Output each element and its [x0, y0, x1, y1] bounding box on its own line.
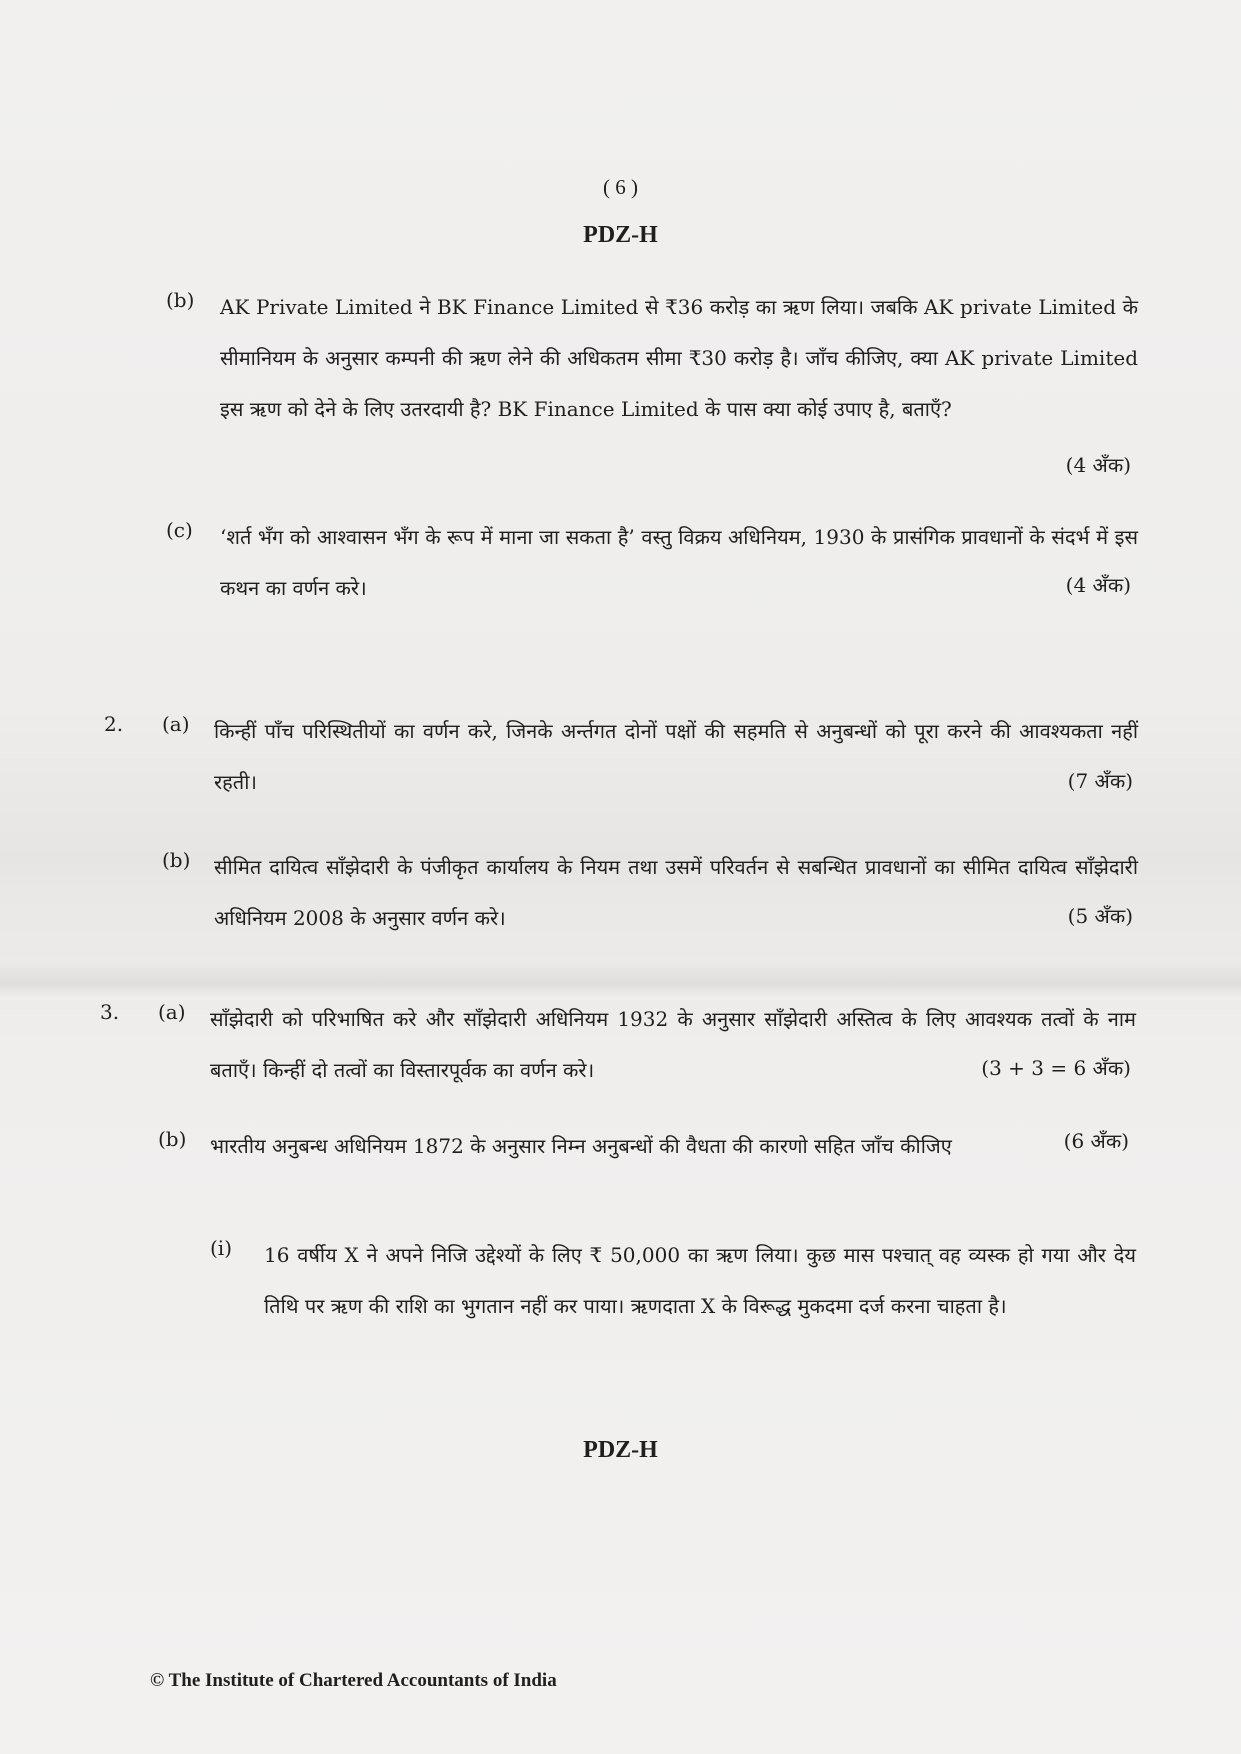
q2a-marks: (7 अँक): [1067, 769, 1133, 793]
page-number: ( 6 ): [603, 175, 638, 199]
q2-number: 2.: [104, 712, 124, 736]
q1c-marks: (4 अँक): [1065, 573, 1131, 597]
header-paper-code: PDZ-H: [583, 222, 658, 248]
q2b-text: सीमित दायित्व साँझेदारी के पंजीकृत कार्यालय के नियम तथा उसमें परिवर्तन से सबन्धित प्रावधानों का सीमित दायित्व साँझेदारी अधिनियम 2008 के अनुसार वर्णन करे।: [214, 855, 1138, 930]
q1b-text: AK Private Limited ने BK Finance Limited से ₹36 करोड़ का ऋण लिया। जबकि AK private Limited के सीमानियम के अनुसार कम्पनी की ऋण लेने की अधिकतम सीमा ₹30 करोड़ है। जाँच कीजिए, क्या AK private Limited इस ऋण को देने के लिए उतरदायी है? BK Finance Limited के पास क्या कोई उपाए है, बताएँ?: [220, 295, 1138, 421]
q3a-text: साँझेदारी को परिभाषित करे और साँझेदारी अधिनियम 1932 के अनुसार साँझेदारी अस्तित्व के लिए आवश्यक तत्वों के नाम बताएँ। किन्हीं दो तत्वों का विस्तारपूर्वक का वर्णन करे।: [210, 1007, 1136, 1082]
q3a-label: (a): [158, 1000, 186, 1024]
q3b-i-label: (i): [210, 1236, 233, 1260]
q2b-marks: (5 अँक): [1067, 904, 1133, 928]
q3-number: 3.: [100, 1000, 120, 1024]
q3b-i-text: 16 वर्षीय X ने अपने निजि उद्देश्यों के लिए ₹ 50,000 का ऋण लिया। कुछ मास पश्चात् वह व्यस्क हो गया और देय तिथि पर ऋण की राशि का भुगतान नहीं कर पाया। ऋणदाता X के विरूद्ध मुकदमा दर्ज करना चाहता है।: [264, 1243, 1136, 1318]
q3b-label: (b): [158, 1127, 187, 1151]
q3a-marks: (3 + 3 = 6 अँक): [981, 1056, 1131, 1080]
copyright-notice: © The Institute of Chartered Accountants of India: [150, 1670, 557, 1691]
q1b-label: (b): [166, 288, 195, 312]
q3b-marks: (6 अँक): [1063, 1129, 1129, 1153]
q1b-marks: (4 अँक): [1065, 453, 1131, 477]
q2a-text: किन्हीं पाँच परिस्थितीयों का वर्णन करे, जिनके अर्न्तगत दोनों पक्षों की सहमति से अनुबन्धों को पूरा करने की आवश्यकता नहीं रहती।: [214, 719, 1138, 794]
q1c-label: (c): [166, 518, 193, 542]
q3b-text: भारतीय अनुबन्ध अधिनियम 1872 के अनुसार निम्न अनुबन्धों की वैधता की कारणो सहित जाँच कीजिए: [210, 1134, 952, 1158]
q2b-label: (b): [162, 848, 191, 872]
q2a-label: (a): [162, 712, 190, 736]
footer-paper-code: PDZ-H: [583, 1437, 658, 1463]
q1c-text: ‘शर्त भँग को आश्वासन भँग के रूप में माना जा सकता है’ वस्तु विक्रय अधिनियम, 1930 के प्रासंगिक प्रावधानों के संदर्भ में इस कथन का वर्णन करे।: [220, 525, 1138, 600]
